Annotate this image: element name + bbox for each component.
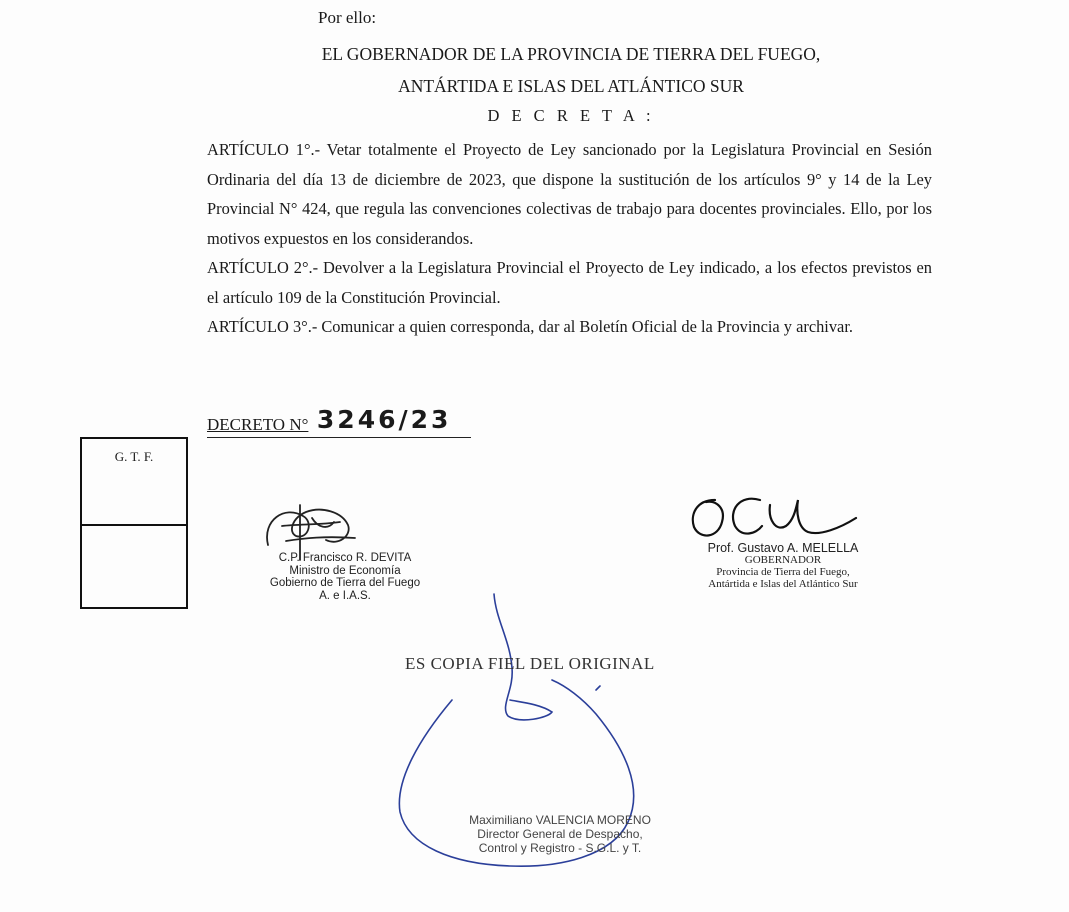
melella-signature-block: [663, 542, 903, 590]
valencia-org: Control y Registro - S.G.L. y T.: [478, 841, 642, 855]
devita-signature-block: [240, 552, 450, 602]
valencia-name: Maximiliano VALENCIA MORENO: [469, 813, 651, 827]
devita-org-1: Gobierno de Tierra del Fuego: [269, 577, 421, 589]
devita-org-2: A. e I.A.S.: [319, 589, 371, 602]
copia-fiel-stamp: ES COPIA FIEL DEL ORIGINAL: [405, 654, 655, 673]
article-3: ARTÍCULO 3°.- Comunicar a quien corresponda, dar al Boletín Oficial de la Provincia y archivar.: [207, 317, 853, 336]
melella-signature-icon: [693, 499, 856, 536]
article-1: ARTÍCULO 1°.- Vetar totalmente el Proyecto de Ley sancionado por la Legislatura Provincial en Sesión Ordinaria del día 13 de diciembre de 2023, que dispone la sustitución de los artículos 9° y 14 de la Ley Provincial N° 424, que regula las convenciones colectivas de trabajo para docentes provinciales. Ello, por los motivos expuestos en los considerandos.: [207, 140, 932, 248]
decreta-heading: D E C R E T A :: [487, 106, 655, 125]
header-line-2: ANTÁRTIDA E ISLAS DEL ATLÁNTICO SUR: [398, 76, 744, 96]
header-line-1: EL GOBERNADOR DE LA PROVINCIA DE TIERRA DEL FUEGO,: [321, 44, 821, 64]
valencia-title: Director General de Despacho,: [477, 827, 643, 841]
gtf-label: G. T. F.: [114, 449, 154, 464]
devita-title: Ministro de Economía: [289, 564, 401, 577]
melella-title: GOBERNADOR: [744, 554, 822, 566]
melella-name: Prof. Gustavo A. MELELLA: [707, 541, 859, 555]
article-2: ARTÍCULO 2°.- Devolver a la Legislatura Provincial el Proyecto de Ley indicado, a los efectos previstos en el artículo 109 de la Constitución Provincial.: [207, 258, 932, 307]
decreto-handwritten-number: 3246/23: [316, 405, 452, 434]
devita-name: C.P. Francisco R. DEVITA: [278, 552, 412, 564]
decreto-label: DECRETO N°: [207, 415, 309, 434]
melella-org-2: Antártida e Islas del Atlántico Sur: [708, 578, 858, 590]
intro-text: Por ello:: [318, 8, 377, 27]
melella-org-1: Provincia de Tierra del Fuego,: [716, 566, 850, 578]
valencia-signature-block: [440, 813, 680, 855]
